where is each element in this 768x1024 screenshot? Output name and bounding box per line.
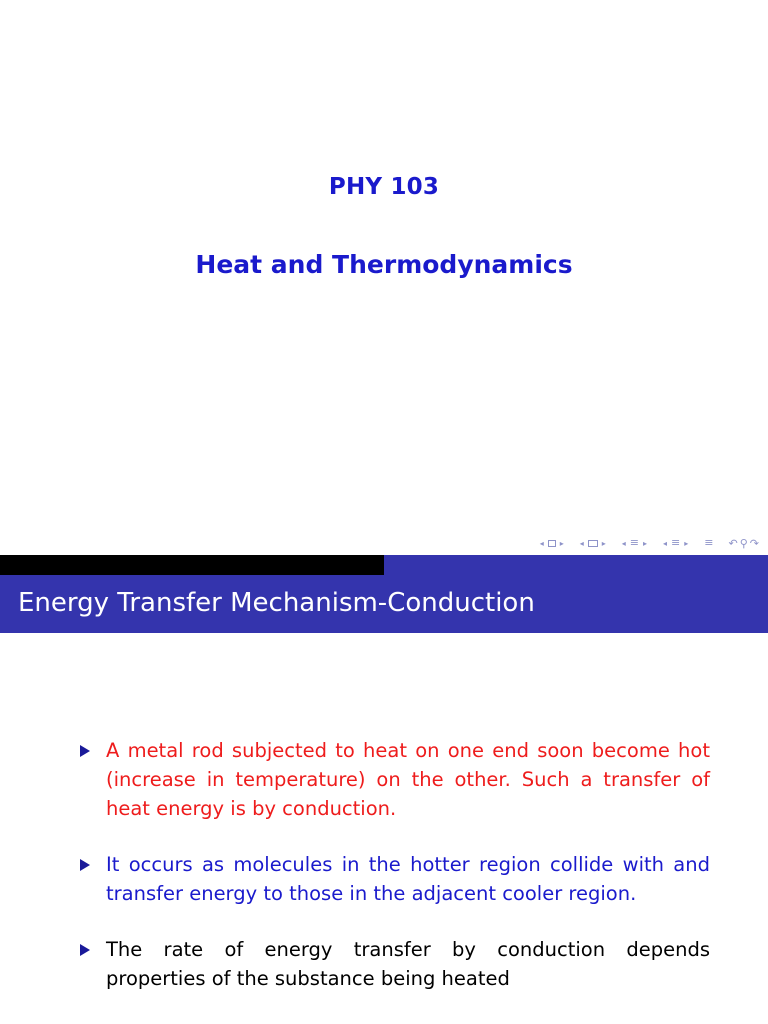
frames-icon[interactable] [588,540,598,547]
section-icon[interactable]: ≡ [629,536,640,549]
forward-icon[interactable]: ↷ [749,536,759,550]
bullet-text: The rate of energy transfer by conduction depends properties of the substance being heated [106,938,710,990]
section-prev-icon[interactable]: ◂ [621,538,626,548]
bullet-text: It occurs as molecules in the hotter region collide with and transfer energy to those in the adjacent cooler region. [106,853,710,905]
header-right-strip [384,555,768,575]
course-code: PHY 103 [328,174,440,200]
search-back-nav[interactable] [728,537,761,550]
search-icon[interactable]: ⚲ [739,536,748,550]
document-nav[interactable] [702,538,715,548]
bullet-triangle-icon [80,745,90,757]
bullet-item-molecular-collision [80,850,710,908]
document-icon[interactable]: ≡ [704,536,714,549]
bullet-item-rate-of-transfer [80,935,710,993]
bullet-triangle-icon [80,944,90,956]
bullet-text: A metal rod subjected to heat on one end soon become hot (increase in temperature) on the other. Such a transfer of heat energy is by conduction. [106,739,710,820]
section-next-icon[interactable]: ▸ [643,538,648,548]
subsection-frame-nav[interactable] [578,539,608,548]
beamer-navigation-bar [526,535,760,551]
nav-prev-icon[interactable]: ◂ [539,538,544,548]
bullet-triangle-icon [80,859,90,871]
frame-nav[interactable] [538,539,566,548]
bullet-item-conduction-definition [80,736,710,823]
subsection-prev-icon[interactable]: ◂ [663,538,668,548]
section-nav[interactable] [620,538,649,548]
subsection-nav[interactable] [661,538,690,548]
back-icon[interactable]: ↶ [728,536,738,550]
frame-box-icon[interactable] [548,540,556,547]
nav-next-icon[interactable]: ▸ [559,538,564,548]
frames-prev-icon[interactable]: ◂ [579,538,584,548]
subsection-icon[interactable]: ≡ [671,536,681,549]
header-left-strip [0,555,384,575]
frame-title: Energy Transfer Mechanism-Conduction [18,588,535,618]
course-subject: Heat and Thermodynamics [195,250,573,279]
frames-next-icon[interactable]: ▸ [601,538,606,548]
subsection-next-icon[interactable]: ▸ [684,538,689,548]
